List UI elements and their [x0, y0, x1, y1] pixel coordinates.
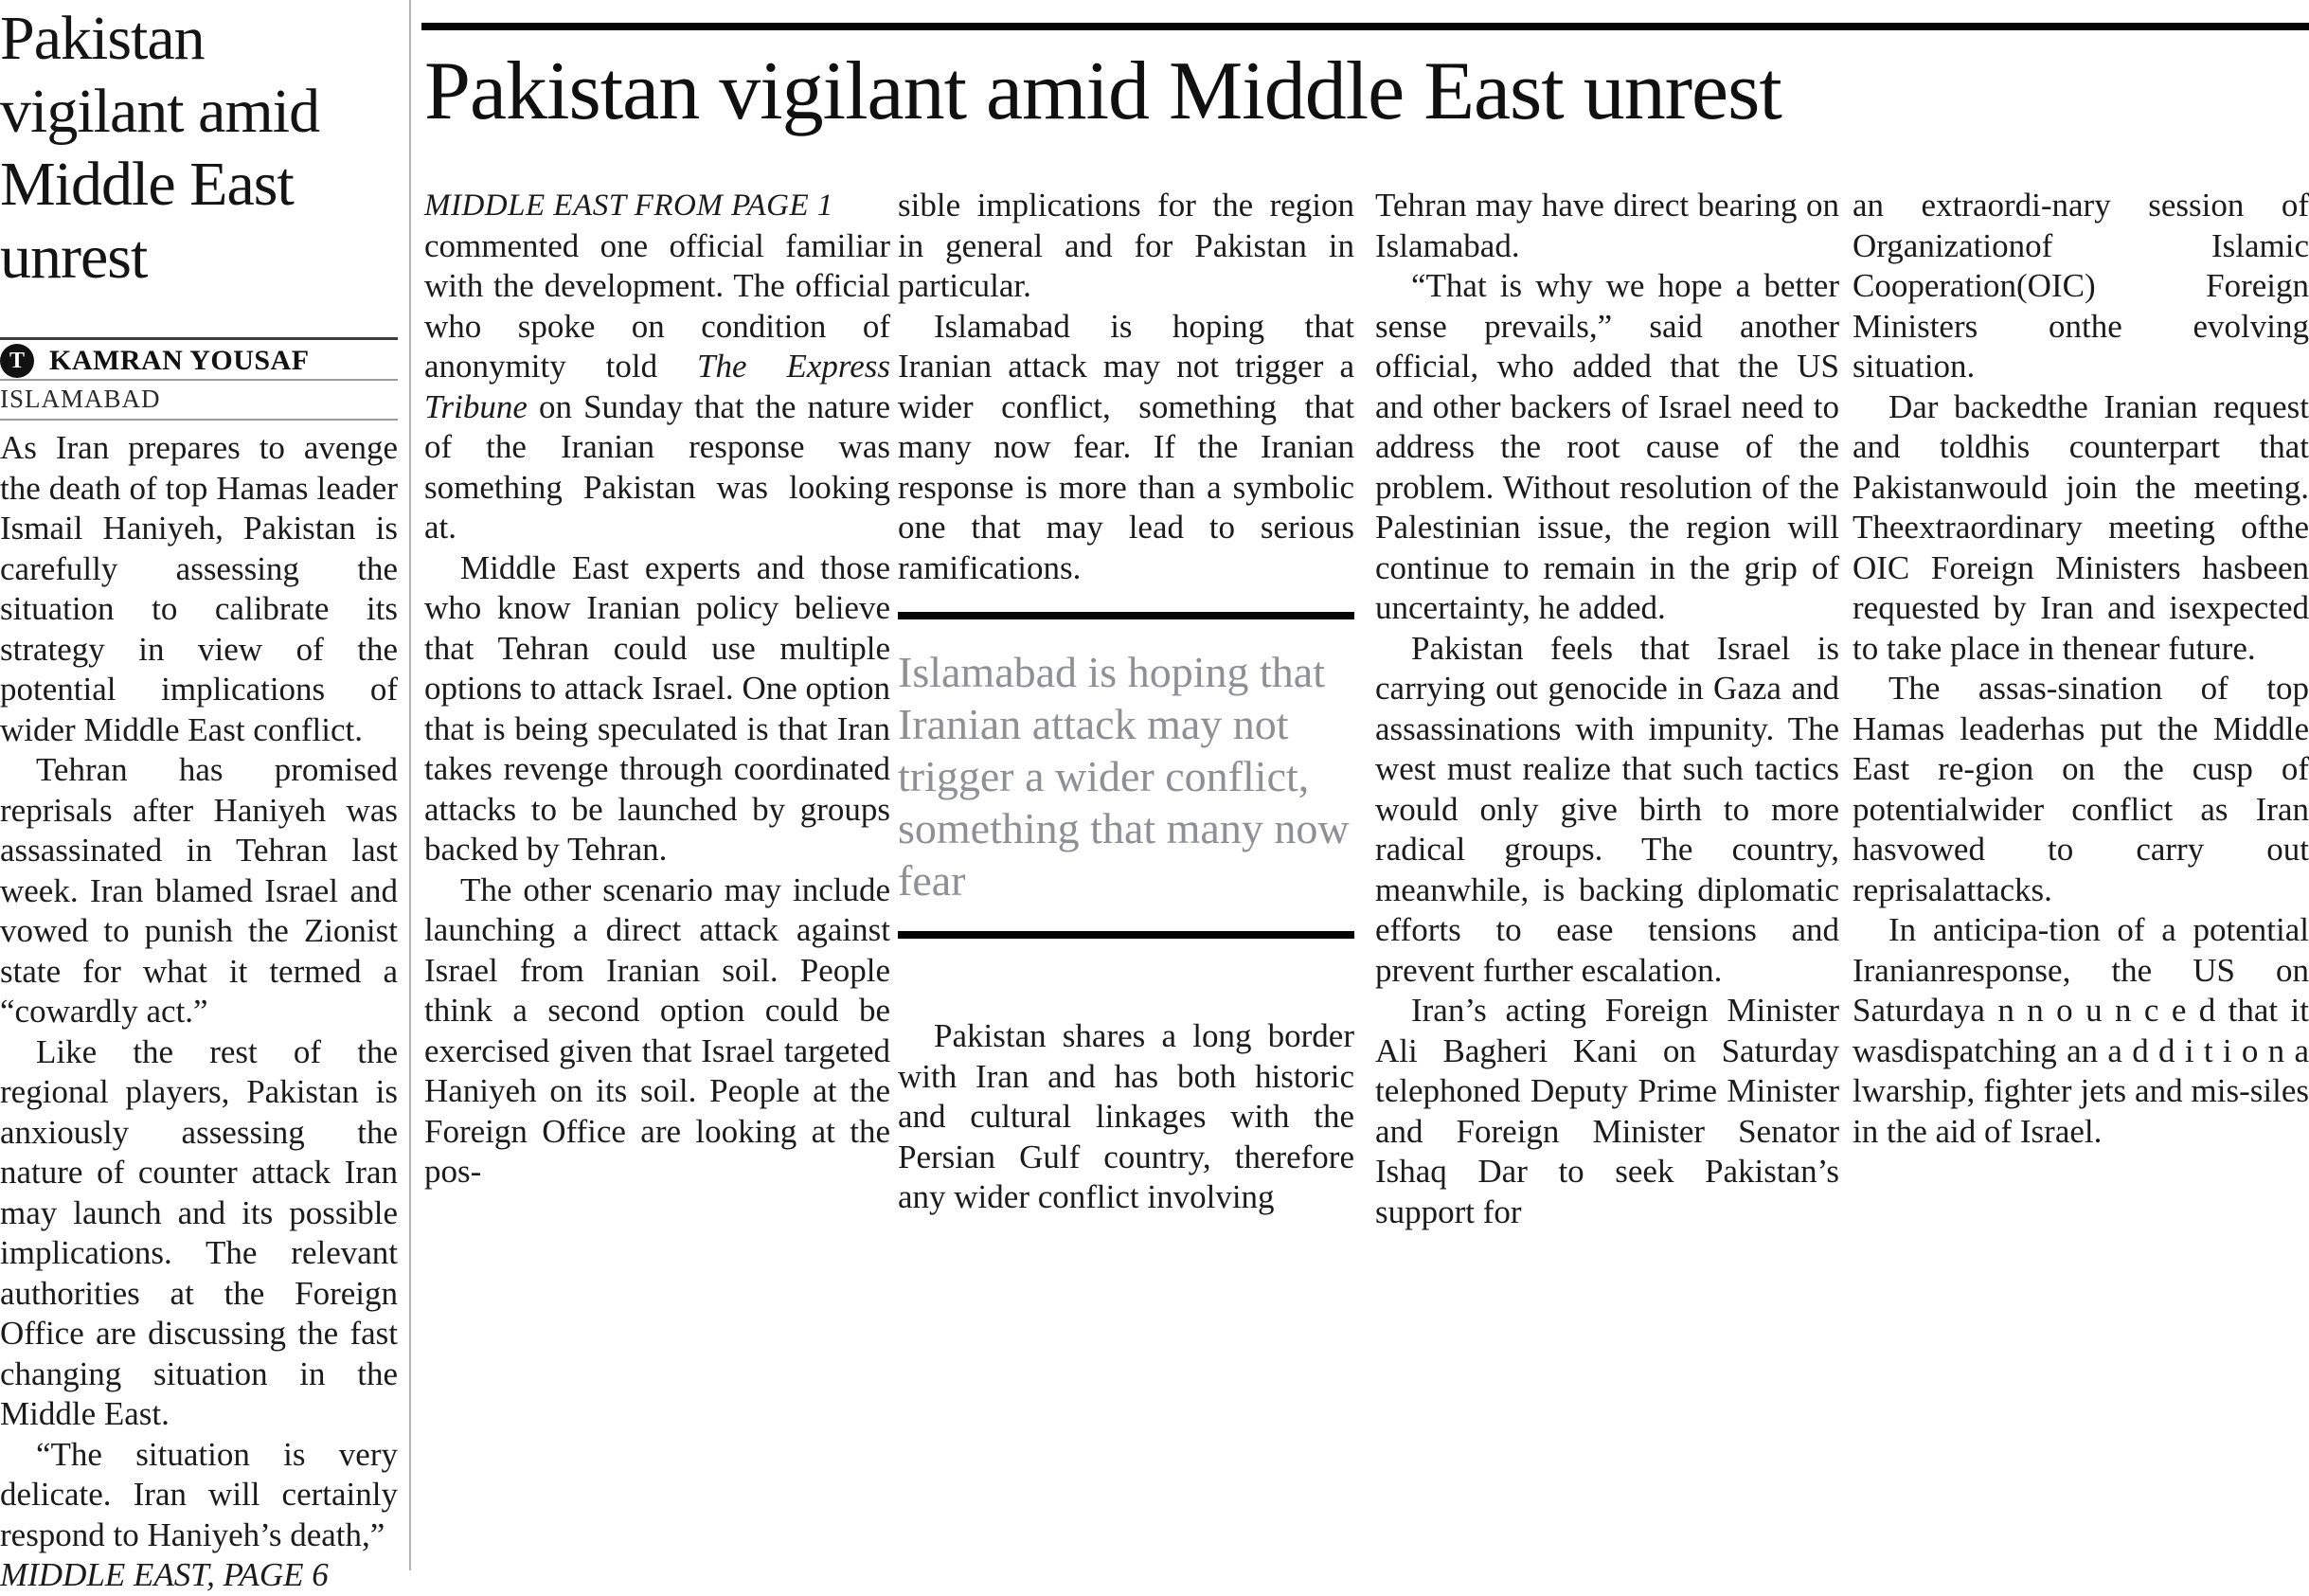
continuation-ref: MIDDLE EAST, PAGE 6: [0, 1556, 329, 1593]
story-paragraph: In anticipa-tion of a potential Iranianresponse, the US on Saturdaya n n o u n c e d that it wasdispatching an a d d i t i o n a lwarship, fighter jets and mis-siles in the aid of Israel.: [1853, 911, 2309, 1150]
byline: [0, 344, 310, 378]
story-paragraph: Middle East experts and those who know Iranian policy believe that Tehran could use multiple options to attack Israel. One option that is being speculated is that Iran takes revenge through coordinated attacks to be launched by groups backed by Tehran.: [424, 548, 890, 868]
sidebar-paragraph-4: “The situation is very delicate. Iran will certainly respond to Haniyeh’s death,”: [0, 1435, 398, 1553]
main-headline: Pakistan vigilant amid Middle East unrest: [424, 45, 1781, 137]
headline-top-rule: [421, 23, 2309, 30]
sidebar-paragraph-2: Tehran has promised reprisals after Haniyeh was assassinated in Tehran last week. Iran blamed Israel and vowed to punish the Zionist state for what it termed a “cowardly act.”: [0, 751, 398, 1030]
dateline: ISLAMABAD: [0, 385, 161, 413]
story-column-2: [898, 186, 1354, 1218]
story-paragraph: an extraordi-nary session of Organizationof Islamic Cooperation(OIC) Foreign Ministers onthe evolving situation.: [1853, 187, 2309, 385]
story-column-1: [424, 186, 890, 1193]
story-column-4: [1853, 186, 2309, 1152]
story-paragraph: The assas-sination of top Hamas leaderhas put the Middle East re-gion on the cusp of potentialwider conflict as Iran hasvowed to carry out reprisalattacks.: [1853, 670, 2309, 908]
paragraph-text: commented one official familiar with the development. The official who spoke on condition of anonymity told: [424, 226, 890, 385]
column-divider-rule: [409, 0, 411, 1570]
byline-bottom-rule: [0, 419, 398, 421]
story-column-3: [1375, 186, 1839, 1232]
story-paragraph: sible implications for the region in general and for Pakistan in particular.: [898, 187, 1354, 304]
story-paragraph: Iran’s acting Foreign Minister Ali Bagheri Kani on Saturday telephoned Deputy Prime Minister and Foreign Minister Senator Ishaq Dar to seek Pakistan’s support for: [1375, 992, 1839, 1230]
kicker-from-page: MIDDLE EAST FROM PAGE 1: [424, 188, 833, 223]
byline-mid-rule: [0, 379, 398, 381]
byline-author: KAMRAN YOUSAF: [49, 345, 310, 376]
tribune-logo-icon: T: [0, 344, 34, 378]
story-paragraph: “That is why we hope a better sense prevails,” said another official, who added that the US and other backers of Israel need to address the root cause of the problem. Without resolution of the Palestinian issue, the region will continue to remain in the grip of uncertainty, he added.: [1375, 267, 1839, 626]
story-paragraph: Islamabad is hoping that Iranian attack may not trigger a wider conflict, something that many now fear. If the Iranian response is more than a symbolic one that may lead to serious ramifications.: [898, 307, 1354, 586]
publication-name: The Express Tribune: [424, 348, 891, 425]
sidebar-body: [0, 428, 398, 1596]
story-paragraph: Pakistan shares a long border with Iran and has both historic and cultural linkages with the Persian Gulf country, therefore any wider conflict involving: [898, 1017, 1354, 1215]
story-paragraph: Dar backedthe Iranian request and toldhis counterpart that Pakistanwould join the meeting. Theextraordinary meeting ofthe OIC Foreign Ministers hasbeen requested by Iran and isexpected to take place in thenear future.: [1853, 387, 2309, 667]
byline-top-rule: [0, 337, 398, 340]
story-paragraph: The other scenario may include launching a direct attack against Israel from Iranian soil. People think a second option could be exercised given that Israel targeted Haniyeh on its soil. People at the Foreign Office are looking at the pos-: [424, 870, 890, 1190]
story-paragraph: [424, 226, 890, 548]
paragraph-text: on Sunday that the nature of the Iranian response was something Pakistan was looking at.: [424, 387, 890, 546]
story-paragraph: Tehran may have direct bearing on Islamabad.: [1375, 187, 1839, 264]
sidebar-headline: Pakistan vigilant amid Middle East unrest: [0, 4, 320, 292]
sidebar-paragraph-1: As Iran prepares to avenge the death of top Hamas leader Ismail Haniyeh, Pakistan is carefully assessing the situation to calibrate its strategy in view of the potential implications of wider Middle East conflict.: [0, 429, 398, 748]
pull-quote-text: Islamabad is hoping that Iranian attack may not trigger a wider conflict, something that many now fear: [898, 648, 1350, 905]
sidebar-paragraph-3: Like the rest of the regional players, Pakistan is anxiously assessing the nature of counter attack Iran may launch and its possible implications. The relevant authorities at the Foreign Office are discussing the fast changing situation in the Middle East.: [0, 1032, 398, 1432]
story-paragraph: Pakistan feels that Israel is carrying out genocide in Gaza and assassinations with impunity. The west must realize that such tactics would only give birth to more radical groups. The country, meanwhile, is backing diplomatic efforts to ease tensions and prevent further escalation.: [1375, 629, 1839, 989]
pull-quote-block: [898, 612, 1354, 939]
